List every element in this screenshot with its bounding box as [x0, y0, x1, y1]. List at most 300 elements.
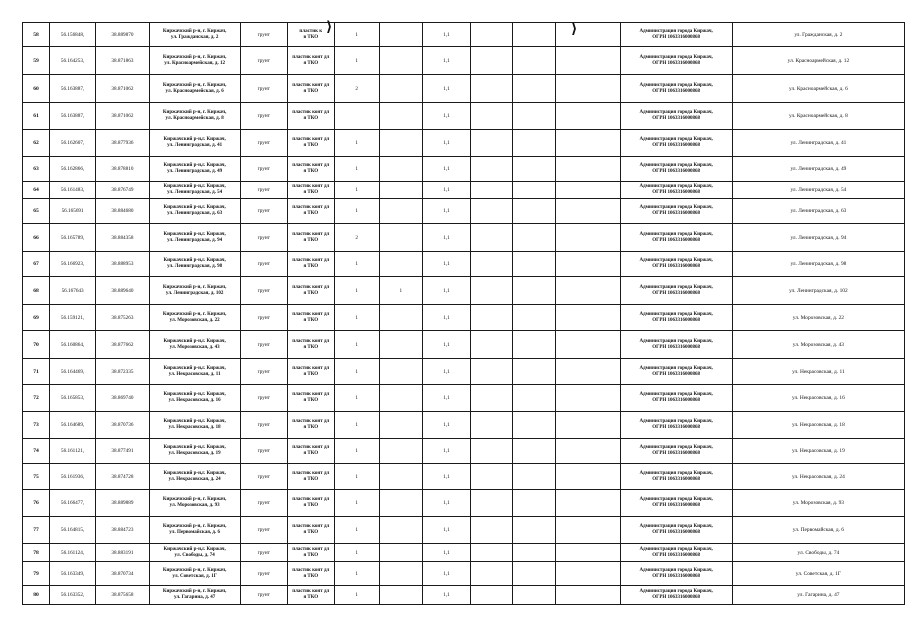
- container-count-2-cell: [379, 517, 422, 544]
- surface-cell-text: грунт: [257, 527, 270, 533]
- latitude-cell-text: 56.166923,: [60, 261, 85, 267]
- empty-cell: [513, 157, 556, 182]
- owner-org-cell-text: ОГРН 1063316000868: [652, 476, 701, 482]
- longitude-cell-text: 38.889870: [111, 31, 134, 38]
- row-number: [23, 544, 50, 562]
- latitude-cell-text: 56.164469,: [60, 368, 85, 375]
- container-volume-cell: [422, 385, 470, 412]
- container-count-cell: [334, 439, 379, 464]
- address-cell: [149, 130, 240, 157]
- served-address-cell: [732, 157, 904, 182]
- longitude-cell-text: 38.872335: [111, 368, 134, 375]
- container-type-cell-text: пластик конт дл: [292, 163, 330, 168]
- owner-org-cell-text: Администрация города Киржач,: [639, 338, 713, 344]
- served-address-cell: [732, 385, 904, 412]
- container-type-cell: [287, 277, 334, 305]
- latitude-cell: [50, 385, 96, 412]
- empty-cell: [471, 23, 513, 47]
- surface-cell-text: грунт: [257, 422, 270, 428]
- empty-cell: [471, 544, 513, 562]
- address-cell-text: ул. Гражданская, д. 2: [170, 34, 219, 40]
- container-count-2-cell: [379, 252, 422, 277]
- served-address-cell: [732, 199, 904, 224]
- row-number: [23, 385, 50, 412]
- container-type-cell: [287, 130, 334, 157]
- address-cell: [149, 586, 240, 605]
- longitude-cell: [96, 385, 150, 412]
- container-count-cell-text: 1: [355, 592, 358, 598]
- empty-cell: [556, 464, 620, 490]
- owner-org-cell-text: ОГРН 1063316000868: [652, 371, 701, 377]
- longitude-cell-text: 38.875658: [111, 592, 134, 598]
- address-cell-text: Киржачский р-н,г. Киржач,: [163, 546, 226, 552]
- container-type-cell: [287, 517, 334, 544]
- surface-cell-text: грунт: [257, 85, 270, 92]
- owner-org-cell-text: Администрация города Киржач,: [639, 110, 713, 115]
- empty-cell: [513, 464, 556, 490]
- empty-cell: [513, 75, 556, 103]
- row-number-text: 71: [33, 368, 39, 375]
- container-type-cell-text: пластик конт дл: [292, 524, 330, 529]
- owner-org-cell-text: ОГРН 1063316000868: [652, 344, 701, 350]
- container-type-cell: [287, 544, 334, 562]
- container-type-cell-text: я ТКО: [303, 451, 319, 456]
- empty-cell: [513, 47, 556, 75]
- longitude-cell: [96, 103, 150, 130]
- container-type-cell-text: я ТКО: [303, 237, 319, 243]
- table-row: [23, 544, 905, 562]
- served-address-cell: [732, 224, 904, 252]
- container-volume-cell: [422, 586, 470, 605]
- served-address-cell-text: ул. Некрасовская, д. 16: [792, 395, 845, 401]
- table-row: [23, 439, 905, 464]
- address-cell-text: Киржачский р-н,г. Киржач,: [163, 205, 226, 210]
- longitude-cell-text: 38.874728: [111, 473, 134, 480]
- longitude-cell: [96, 277, 150, 305]
- container-volume-cell: [422, 305, 470, 331]
- served-address-cell-text: ул. Первомайская, д. 6: [792, 527, 844, 533]
- empty-cell: [471, 277, 513, 305]
- container-count-2-cell: [379, 490, 422, 517]
- latitude-cell-text: 56.161483,: [60, 187, 85, 193]
- table-row: [23, 182, 905, 199]
- latitude-cell: [50, 412, 96, 439]
- owner-org-cell-text: Администрация города Киржач,: [639, 589, 713, 594]
- surface-cell: [240, 359, 287, 385]
- owner-org-cell-text: ОГРН 1063316000868: [652, 503, 701, 508]
- container-type-cell-text: я ТКО: [303, 344, 319, 350]
- container-count-cell-text: 1: [355, 549, 358, 556]
- empty-cell: [471, 224, 513, 252]
- served-address-cell: [732, 305, 904, 331]
- container-count-cell: [334, 252, 379, 277]
- surface-cell-text: грунт: [257, 166, 270, 172]
- container-count-cell: [334, 562, 379, 586]
- owner-org-cell: [620, 130, 732, 157]
- container-type-cell-text: пластик конт дл: [292, 258, 330, 263]
- latitude-cell: [50, 331, 96, 359]
- served-address-cell: [732, 47, 904, 75]
- empty-cell: [471, 305, 513, 331]
- row-number-text: 69: [33, 314, 39, 321]
- empty-cell: [556, 490, 620, 517]
- owner-org-cell: [620, 23, 732, 47]
- table-body: [23, 23, 905, 605]
- address-cell-text: Киржачский р-н, г. Киржач,: [162, 524, 227, 529]
- owner-org-cell-text: ОГРН 1063316000868: [652, 552, 701, 558]
- owner-org-cell-text: ОГРН 1063316000868: [652, 595, 701, 600]
- served-address-cell: [732, 277, 904, 305]
- surface-cell: [240, 277, 287, 305]
- served-address-cell: [732, 517, 904, 544]
- empty-cell: [471, 252, 513, 277]
- empty-cell: [556, 103, 620, 130]
- latitude-cell: [50, 359, 96, 385]
- served-address-cell-text: ул. Ленинградская, д. 98: [790, 261, 847, 267]
- container-count-2-cell: [379, 359, 422, 385]
- address-cell: [149, 305, 240, 331]
- latitude-cell: [50, 130, 96, 157]
- owner-org-cell: [620, 412, 732, 439]
- container-type-cell: [287, 490, 334, 517]
- owner-org-cell-text: Администрация города Киржач,: [639, 28, 713, 34]
- table-row: [23, 75, 905, 103]
- container-type-cell-text: в ТКО: [303, 34, 319, 40]
- address-cell-text: ул. Морозовская, д. 43: [169, 344, 220, 350]
- container-count-cell: [334, 544, 379, 562]
- owner-org-cell-text: Администрация города Киржач,: [639, 365, 713, 371]
- address-cell: [149, 23, 240, 47]
- longitude-cell-text: 38.884723: [111, 527, 134, 533]
- address-cell-text: ул. Свободы, д. 74: [174, 552, 215, 558]
- surface-cell-text: грунт: [257, 208, 270, 214]
- latitude-cell-text: 56.164689,: [60, 422, 85, 428]
- empty-cell: [556, 182, 620, 199]
- container-type-cell-text: пластик конт дл: [292, 54, 330, 60]
- container-count-cell-text: 1: [355, 166, 358, 172]
- empty-cell: [513, 439, 556, 464]
- empty-cell: [556, 412, 620, 439]
- empty-cell: [471, 182, 513, 199]
- container-volume-cell-text: 1,1: [443, 314, 450, 321]
- surface-cell: [240, 464, 287, 490]
- empty-cell: [471, 359, 513, 385]
- owner-org-cell-text: Администрация города Киржач,: [639, 445, 713, 450]
- owner-org-cell-text: Администрация города Киржач,: [639, 419, 713, 424]
- address-cell-text: Киржачский р-н, г. Киржач,: [162, 567, 227, 573]
- owner-org-cell: [620, 103, 732, 130]
- owner-org-cell: [620, 385, 732, 412]
- surface-cell: [240, 157, 287, 182]
- container-volume-cell: [422, 252, 470, 277]
- longitude-cell-text: 38.871863: [111, 57, 134, 64]
- address-cell-text: ул. Ленинградская, д. 41: [167, 143, 223, 148]
- surface-cell-text: грунт: [257, 341, 270, 348]
- longitude-cell-text: 38.877662: [111, 341, 134, 348]
- container-type-cell: [287, 359, 334, 385]
- owner-org-cell-text: ОГРН 1063316000868: [652, 60, 701, 66]
- longitude-cell-text: 38.883191: [111, 549, 134, 556]
- served-address-cell: [732, 130, 904, 157]
- served-address-cell: [732, 544, 904, 562]
- address-cell-text: ул. Красноармейская, д. 6: [165, 88, 224, 94]
- served-address-cell-text: ул. Некрасовская, д. 24: [792, 473, 845, 480]
- container-count-2-cell: [379, 47, 422, 75]
- container-volume-cell-text: 1,1: [443, 287, 450, 294]
- empty-cell: [556, 305, 620, 331]
- owner-org-cell-text: Администрация города Киржач,: [639, 392, 713, 397]
- container-type-cell: [287, 199, 334, 224]
- container-count-cell: [334, 490, 379, 517]
- table-row: [23, 199, 905, 224]
- address-cell-text: ул. Гагарина, д. 47: [173, 595, 216, 600]
- surface-cell: [240, 412, 287, 439]
- owner-org-cell-text: ОГРН 1063316000868: [652, 143, 701, 148]
- latitude-cell-text: 56.156848,: [60, 31, 85, 38]
- container-type-cell-text: пластик конт дл: [292, 470, 330, 476]
- address-cell-text: Киржачский р-н,г. Киржач,: [163, 184, 226, 189]
- address-cell-text: ул. Ленинградская, д. 63: [167, 211, 223, 216]
- owner-org-cell-text: ОГРН 1063316000868: [652, 211, 701, 216]
- row-number-text: 66: [33, 234, 39, 241]
- served-address-cell: [732, 359, 904, 385]
- served-address-cell: [732, 182, 904, 199]
- longitude-cell-text: 38.871062: [111, 85, 134, 92]
- empty-cell: [513, 252, 556, 277]
- container-type-cell: [287, 464, 334, 490]
- longitude-cell-text: 38.870736: [111, 422, 134, 428]
- address-cell-text: ул. Красноармейская, д. 12: [164, 60, 225, 66]
- container-type-cell-text: я ТКО: [303, 371, 319, 377]
- table-row: [23, 490, 905, 517]
- empty-cell: [471, 331, 513, 359]
- latitude-cell-text: 56.167643: [61, 287, 84, 294]
- row-number-text: 73: [33, 422, 39, 428]
- latitude-cell: [50, 75, 96, 103]
- container-count-cell-text: 1: [355, 314, 358, 321]
- latitude-cell-text: 56.161936,: [60, 473, 85, 480]
- address-cell-text: Киржачский р-н,г. Киржач,: [163, 231, 226, 237]
- owner-org-cell-text: Администрация города Киржач,: [639, 54, 713, 60]
- container-volume-cell-text: 1,1: [443, 549, 450, 556]
- surface-cell: [240, 130, 287, 157]
- address-cell-text: Киржачский р-н,г. Киржач,: [163, 470, 226, 476]
- container-volume-cell-text: 1,1: [443, 341, 450, 348]
- container-type-cell-text: пластик конт дл: [292, 338, 330, 344]
- address-cell: [149, 544, 240, 562]
- owner-org-cell: [620, 517, 732, 544]
- served-address-cell: [732, 562, 904, 586]
- row-number-text: 60: [33, 85, 39, 92]
- container-volume-cell-text: 1,1: [443, 85, 450, 92]
- container-count-cell-text: 2: [355, 85, 358, 92]
- address-cell: [149, 47, 240, 75]
- surface-cell: [240, 490, 287, 517]
- longitude-cell: [96, 544, 150, 562]
- latitude-cell: [50, 23, 96, 47]
- latitude-cell-text: 56.165853,: [60, 395, 85, 401]
- container-volume-cell: [422, 47, 470, 75]
- longitude-cell: [96, 130, 150, 157]
- latitude-cell: [50, 199, 96, 224]
- latitude-cell-text: 56.163352,: [60, 592, 85, 598]
- owner-org-cell: [620, 359, 732, 385]
- empty-cell: [471, 586, 513, 605]
- owner-org-cell: [620, 490, 732, 517]
- container-count-cell: [334, 305, 379, 331]
- empty-cell: [513, 490, 556, 517]
- longitude-cell-text: 38.888953: [111, 261, 134, 267]
- container-volume-cell: [422, 359, 470, 385]
- address-cell: [149, 517, 240, 544]
- container-volume-cell-text: 1,1: [443, 234, 450, 241]
- owner-org-cell: [620, 277, 732, 305]
- served-address-cell-text: ул. Ленинградская, д. 102: [789, 287, 848, 294]
- address-cell-text: ул. Ленинградская, д. 49: [167, 169, 223, 174]
- container-type-cell: [287, 562, 334, 586]
- surface-cell-text: грунт: [257, 261, 270, 267]
- empty-cell: [513, 199, 556, 224]
- container-type-cell-text: я ТКО: [303, 143, 319, 148]
- empty-cell: [556, 252, 620, 277]
- empty-cell: [513, 277, 556, 305]
- container-count-2-cell: [379, 412, 422, 439]
- container-count-cell-text: 1: [355, 368, 358, 375]
- table-row: [23, 252, 905, 277]
- owner-org-cell-text: ОГРН 1063316000868: [652, 88, 701, 94]
- container-count-cell: [334, 412, 379, 439]
- address-cell: [149, 464, 240, 490]
- surface-cell: [240, 544, 287, 562]
- served-address-cell-text: ул. Красноармейская, д. 12: [787, 57, 850, 64]
- latitude-cell-text: 56.163349,: [60, 570, 85, 577]
- longitude-cell: [96, 586, 150, 605]
- empty-cell: [471, 130, 513, 157]
- longitude-cell: [96, 490, 150, 517]
- address-cell: [149, 562, 240, 586]
- latitude-cell: [50, 586, 96, 605]
- longitude-cell-text: 38.869740: [111, 395, 134, 401]
- longitude-cell-text: 38.884680: [111, 208, 134, 214]
- empty-cell: [471, 517, 513, 544]
- longitude-cell: [96, 439, 150, 464]
- address-cell: [149, 199, 240, 224]
- served-address-cell-text: ул. Гагарина, д. 47: [797, 592, 840, 598]
- served-address-cell: [732, 586, 904, 605]
- owner-org-cell-text: Администрация города Киржач,: [639, 497, 713, 502]
- longitude-cell-text: 38.889640: [111, 287, 134, 294]
- surface-cell: [240, 562, 287, 586]
- address-cell: [149, 103, 240, 130]
- owner-org-cell-text: Администрация города Киржач,: [639, 524, 713, 529]
- table-row: [23, 562, 905, 586]
- owner-org-cell-text: Администрация города Киржач,: [639, 567, 713, 573]
- owner-org-cell-text: ОГРН 1063316000868: [652, 190, 701, 195]
- owner-org-cell-text: Администрация города Киржач,: [639, 163, 713, 168]
- container-count-2-cell: [379, 586, 422, 605]
- empty-cell: [556, 130, 620, 157]
- container-volume-cell-text: 1,1: [443, 422, 450, 428]
- longitude-cell-text: 38.889889: [111, 500, 134, 506]
- container-count-cell: [334, 199, 379, 224]
- container-count-2-cell: [379, 224, 422, 252]
- container-type-cell-text: я ТКО: [303, 290, 319, 296]
- container-count-cell-text: 1: [355, 422, 358, 428]
- table-row: [23, 224, 905, 252]
- container-count-cell: [334, 464, 379, 490]
- owner-org-cell-text: Администрация города Киржач,: [639, 311, 713, 317]
- table-row: [23, 331, 905, 359]
- row-number-text: 59: [33, 57, 39, 64]
- row-number-text: 58: [33, 31, 39, 38]
- address-cell-text: Киржачский р-н,г. Киржач,: [163, 163, 226, 168]
- row-number: [23, 130, 50, 157]
- served-address-cell-text: ул. Морозовская, д. 93: [792, 500, 845, 506]
- registry-table: [22, 22, 905, 605]
- surface-cell-text: грунт: [257, 187, 270, 193]
- owner-org-cell: [620, 586, 732, 605]
- container-count-cell-text: 1: [355, 448, 358, 454]
- table-row: [23, 23, 905, 47]
- container-type-cell-text: я ТКО: [303, 595, 319, 600]
- longitude-cell: [96, 359, 150, 385]
- surface-cell-text: грунт: [257, 570, 270, 577]
- address-cell-text: Киржачский р-н, г. Киржач,: [162, 497, 227, 502]
- owner-org-cell-text: ОГРН 1063316000868: [652, 530, 701, 535]
- container-count-cell-text: 1: [355, 527, 358, 533]
- latitude-cell: [50, 47, 96, 75]
- empty-cell: [471, 464, 513, 490]
- latitude-cell: [50, 305, 96, 331]
- container-count-cell-text: 1: [355, 57, 358, 64]
- latitude-cell: [50, 464, 96, 490]
- empty-cell: [556, 199, 620, 224]
- longitude-cell: [96, 224, 150, 252]
- container-count-2-cell: [379, 23, 422, 47]
- container-count-cell: [334, 23, 379, 47]
- owner-org-cell: [620, 544, 732, 562]
- owner-org-cell: [620, 157, 732, 182]
- surface-cell: [240, 23, 287, 47]
- owner-org-cell: [620, 464, 732, 490]
- container-type-cell: [287, 252, 334, 277]
- address-cell-text: ул. Ленинградская, д. 94: [167, 237, 223, 243]
- empty-cell: [556, 75, 620, 103]
- container-type-cell-text: пластик конт дл: [292, 445, 330, 450]
- address-cell: [149, 439, 240, 464]
- container-count-cell: [334, 182, 379, 199]
- latitude-cell-text: 56.163887,: [60, 113, 85, 119]
- container-count-cell: [334, 385, 379, 412]
- address-cell: [149, 157, 240, 182]
- owner-org-cell-text: ОГРН 1063316000868: [652, 116, 701, 121]
- served-address-cell-text: ул. Ленинградская, д. 49: [790, 166, 847, 172]
- container-volume-cell: [422, 224, 470, 252]
- container-type-cell-text: я ТКО: [303, 573, 319, 579]
- empty-cell: [556, 277, 620, 305]
- address-cell: [149, 277, 240, 305]
- empty-cell: [556, 157, 620, 182]
- container-volume-cell-text: 1,1: [443, 187, 450, 193]
- container-count-2-cell: [379, 130, 422, 157]
- empty-cell: [513, 385, 556, 412]
- longitude-cell-text: 38.870734: [111, 570, 134, 577]
- table-row: [23, 385, 905, 412]
- container-type-cell: [287, 224, 334, 252]
- longitude-cell: [96, 199, 150, 224]
- served-address-cell-text: ул. Красноармейская, д. 6: [788, 85, 848, 92]
- container-count-2-cell: [379, 464, 422, 490]
